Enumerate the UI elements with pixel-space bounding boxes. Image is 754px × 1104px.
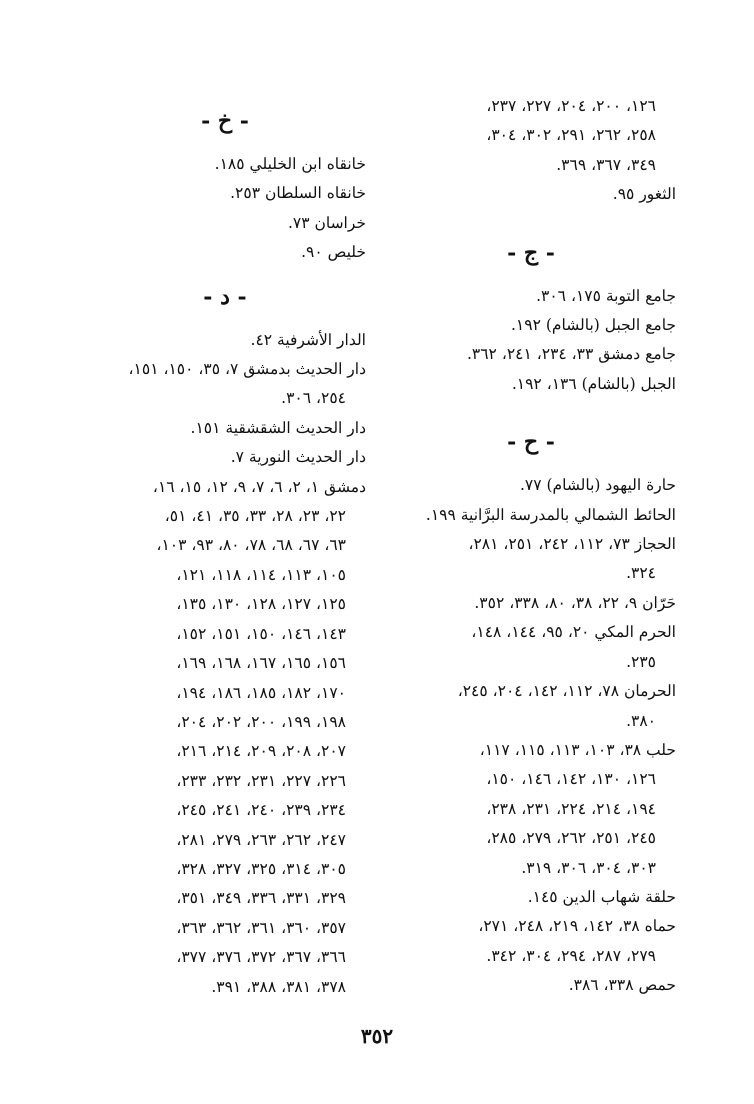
index-column-right <box>386 92 676 1001</box>
index-continuation-line: ١٧٠، ١٨٢، ١٨٥، ١٨٦، ١٩٤، <box>176 683 346 702</box>
index-continuation-line: ٢٠٧، ٢٠٨، ٢٠٩، ٢١٤، ٢١٦، <box>176 742 346 761</box>
index-entry: دار الحديث النورية ٧. <box>230 448 366 467</box>
index-entry: الحرم المكي ٢٠، ٩٥، ١٤٤، ١٤٨، <box>471 623 676 642</box>
index-continuation-line: ١٤٣، ١٤٦، ١٥٠، ١٥١، ١٥٢، <box>176 624 346 643</box>
index-continuation-line: ٢٥٤، ٣٠٦. <box>281 389 346 408</box>
index-entry: حارة اليهود (بالشام) ٧٧. <box>519 476 676 495</box>
index-continuation-line: ٣٢٩، ٣٣١، ٣٣٦، ٣٤٩، ٣٥١، <box>176 889 346 908</box>
index-continuation-line: ٢٢٦، ٢٢٧، ٢٣١، ٢٣٢، ٢٣٣، <box>176 771 346 790</box>
index-entry: الحائط الشمالي بالمدرسة البرَّانية ١٩٩. <box>425 505 676 524</box>
index-entry: حَرّان ٩، ٢٢، ٣٨، ٨٠، ٣٣٨، ٣٥٢. <box>474 593 676 612</box>
index-continuation-line: ١٩٤، ٢١٤، ٢٢٤، ٢٣١، ٢٣٨، <box>486 799 656 818</box>
index-entry: الحرمان ٧٨، ١١٢، ١٤٢، ٢٠٤، ٢٤٥، <box>457 682 676 701</box>
index-entry: دار الحديث بدمشق ٧، ٣٥، ١٥٠، ١٥١، <box>128 360 366 379</box>
index-entry: جامع التوبة ١٧٥، ٣٠٦. <box>536 286 676 305</box>
index-continuation-line: ١٩٨، ١٩٩، ٢٠٠، ٢٠٢، ٢٠٤، <box>176 712 346 731</box>
index-continuation-line: ٣٨٠. <box>626 711 656 730</box>
index-entry: خانقاه ابن الخليلي ١٨٥. <box>214 155 366 173</box>
section-letter-heading: - خ - <box>201 108 249 134</box>
index-continuation-line: ٢٣٥. <box>626 652 656 671</box>
index-continuation-line: ٢٢، ٢٣، ٢٨، ٣٣، ٣٥، ٤١، ٥١، <box>164 507 346 526</box>
index-entry: حمص ٣٣٨، ٣٨٦. <box>568 976 676 995</box>
index-entry: دار الحديث الشقشقية ١٥١. <box>190 418 366 437</box>
index-entry: الحجاز ٧٣، ١١٢، ٢٤٢، ٢٥١، ٢٨١، <box>468 535 676 554</box>
index-continuation-line: ٢٤٧، ٢٦٢، ٢٦٣، ٢٧٩، ٢٨١، <box>176 830 346 849</box>
index-continuation-line: ١٢٦، ٢٠٠، ٢٠٤، ٢٢٧، ٢٣٧، <box>486 97 656 115</box>
section-spacer <box>386 210 676 224</box>
index-entry: خراسان ٧٣. <box>287 213 366 232</box>
index-continuation-line: ٢٥٨، ٢٦٢، ٢٩١، ٣٠٢، ٣٠٤، <box>486 126 656 145</box>
index-continuation-line: ١٢٥، ١٢٧، ١٢٨، ١٣٠، ١٣٥، <box>176 595 346 614</box>
index-continuation-line: ٦٣، ٦٧، ٦٨، ٧٨، ٨٠، ٩٣، ١٠٣، <box>156 536 346 555</box>
index-continuation-line: ٣٠٥، ٣١٤، ٣٢٥، ٣٢٧، ٣٢٨، <box>176 859 346 878</box>
index-entry: جامع دمشق ٣٣، ٢٣٤، ٢٤١، ٣٦٢. <box>466 345 676 364</box>
section-letter-heading: - ج - <box>507 239 555 266</box>
section-letter-heading: - ح - <box>507 429 555 456</box>
index-continuation-line: ٣٢٤. <box>626 564 656 583</box>
index-continuation-line: ٣٠٣، ٣٠٤، ٣٠٦، ٣١٩. <box>521 858 656 877</box>
section-spacer <box>386 399 676 413</box>
index-continuation-line: ١٠٥، ١١٣، ١١٤، ١١٨، ١٢١، <box>176 565 346 584</box>
index-entry: الجبل (بالشام) ١٣٦، ١٩٢. <box>511 374 676 393</box>
index-entry: الثغور ٩٥. <box>612 185 676 204</box>
index-continuation-line: ٣٧٨، ٣٨١، ٣٨٨، ٣٩١. <box>211 977 346 996</box>
index-continuation-line: ٢٤٥، ٢٥١، ٢٦٢، ٢٧٩، ٢٨٥، <box>486 829 656 848</box>
index-entry: حلقة شهاب الدين ١٤٥. <box>527 887 676 906</box>
index-entry: جامع الجبل (بالشام) ١٩٢. <box>510 316 676 335</box>
index-continuation-line: ٢٧٩، ٢٨٧، ٢٩٤، ٣٠٤، ٣٤٢. <box>486 946 656 965</box>
index-entry: حلب ٣٨، ١٠٣، ١١٣، ١١٥، ١١٧، <box>479 740 676 759</box>
page-number: ٣٥٢ <box>360 1024 394 1048</box>
section-letter-heading: - د - <box>203 283 247 310</box>
index-entry: دمشق ١، ٢، ٦، ٧، ٩، ١٢، ١٥، ١٦، <box>152 477 366 496</box>
index-entry: خانقاه السلطان ٢٥٣. <box>230 184 366 203</box>
index-continuation-line: ٣٥٧، ٣٦٠، ٣٦١، ٣٦٢، ٣٦٣، <box>176 918 346 937</box>
index-entry: الدار الأشرفية ٤٢. <box>250 330 366 349</box>
index-continuation-line: ٢٣٤، ٢٣٩، ٢٤٠، ٢٤١، ٢٤٥، <box>176 801 346 820</box>
index-continuation-line: ٣٦٦، ٣٦٧، ٣٧٢، ٣٧٦، ٣٧٧، <box>176 948 346 967</box>
index-continuation-line: ٣٤٩، ٣٦٧، ٣٦٩. <box>556 155 656 174</box>
index-continuation-line: ١٥٦، ١٦٥، ١٦٧، ١٦٨، ١٦٩، <box>176 654 346 673</box>
index-entry: حماه ٣٨، ١٤٢، ٢١٩، ٢٤٨، ٢٧١، <box>478 917 676 936</box>
index-continuation-line: ١٢٦، ١٣٠، ١٤٢، ١٤٦، ١٥٠، <box>486 770 656 789</box>
index-entry: خليص ٩٠. <box>301 243 366 262</box>
index-column-left <box>84 92 366 1002</box>
